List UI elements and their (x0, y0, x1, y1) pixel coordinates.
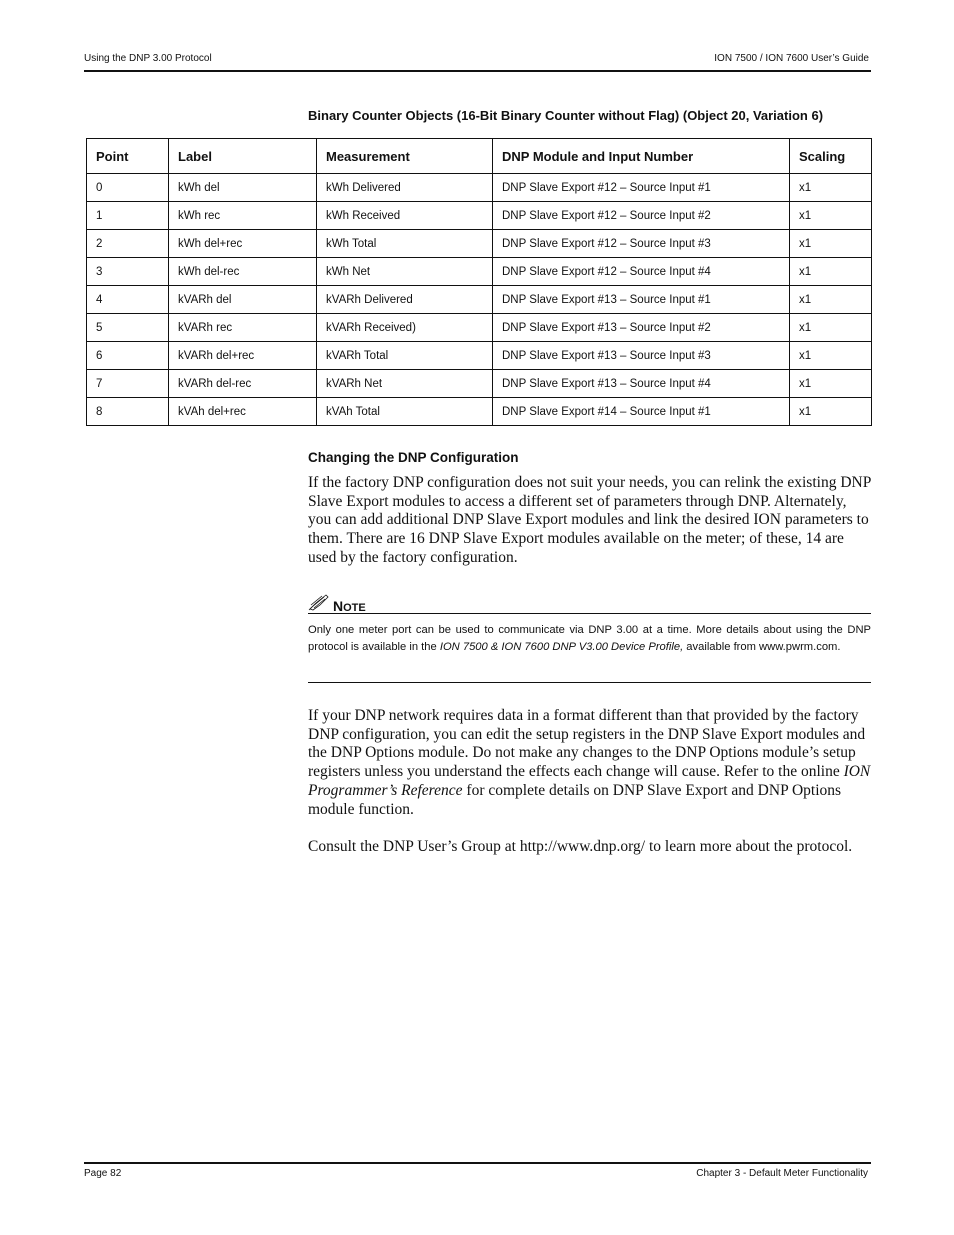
cell-dnp-module: DNP Slave Export #13 – Source Input #2 (493, 314, 790, 342)
cell-measurement: kWh Received (317, 202, 493, 230)
table-row (87, 202, 872, 230)
cell-label: kWh del (169, 174, 317, 202)
cell-scaling: x1 (790, 314, 872, 342)
cell-measurement: kVARh Total (317, 342, 493, 370)
cell-label: kVARh del-rec (169, 370, 317, 398)
note-text-reference: ION 7500 & ION 7600 DNP V3.00 Device Profile, (439, 641, 684, 653)
cell-label: kWh del+rec (169, 230, 317, 258)
cell-point: 0 (87, 174, 169, 202)
table-row (87, 370, 872, 398)
cell-dnp-module: DNP Slave Export #14 – Source Input #1 (493, 398, 790, 426)
cell-measurement: kVARh Received) (317, 314, 493, 342)
cell-measurement: kWh Net (317, 258, 493, 286)
note-bottom-rule (308, 682, 871, 683)
cell-dnp-module: DNP Slave Export #13 – Source Input #4 (493, 370, 790, 398)
table-row (87, 342, 872, 370)
chapter-title: Chapter 3 - Default Meter Functionality (696, 1168, 868, 1179)
cell-scaling: x1 (790, 342, 872, 370)
cell-point: 8 (87, 398, 169, 426)
cell-measurement: kVARh Delivered (317, 286, 493, 314)
paragraph-setup-end: for complete details on DNP Slave Export and DNP Options module function. (308, 781, 842, 818)
cell-scaling: x1 (790, 258, 872, 286)
cell-scaling: x1 (790, 370, 872, 398)
column-header-measurement: Measurement (317, 139, 493, 174)
column-header-dnp-module: DNP Module and Input Number (493, 139, 790, 174)
column-header-label: Label (169, 139, 317, 174)
note-label-initial: N (333, 598, 344, 614)
cell-label: kVARh del (169, 286, 317, 314)
cell-scaling: x1 (790, 286, 872, 314)
cell-dnp-module: DNP Slave Export #12 – Source Input #2 (493, 202, 790, 230)
cell-scaling: x1 (790, 230, 872, 258)
cell-label: kVARh del+rec (169, 342, 317, 370)
cell-dnp-module: DNP Slave Export #13 – Source Input #1 (493, 286, 790, 314)
binary-counter-table (86, 138, 872, 426)
note-top-rule (308, 613, 871, 614)
column-header-point: Point (87, 139, 169, 174)
cell-measurement: kVARh Net (317, 370, 493, 398)
section-title: Changing the DNP Configuration (308, 450, 519, 465)
page-number: Page 82 (84, 1168, 122, 1179)
paragraph-dnp-users-group: Consult the DNP User’s Group at http://www.dnp.org/ to learn more about the protocol. (308, 838, 853, 855)
note-text (308, 622, 871, 656)
table-row (87, 286, 872, 314)
cell-dnp-module: DNP Slave Export #12 – Source Input #1 (493, 174, 790, 202)
header-rule (84, 70, 871, 72)
table-row (87, 314, 872, 342)
cell-point: 5 (87, 314, 169, 342)
footer-rule (84, 1162, 871, 1164)
cell-label: kWh del-rec (169, 258, 317, 286)
table-row (87, 174, 872, 202)
cell-dnp-module: DNP Slave Export #12 – Source Input #3 (493, 230, 790, 258)
cell-measurement: kWh Delivered (317, 174, 493, 202)
paragraph-setup-start: If your DNP network requires data in a format different than that provided by the factory DNP configuration, you can edit the setup registers in the DNP Slave Export modules and the DNP Options module. Do not make any changes to the DNP Options module’s setup registers unless you understand the effects each change will cause. Refer to the online (308, 707, 866, 781)
cell-label: kVARh rec (169, 314, 317, 342)
cell-dnp-module: DNP Slave Export #12 – Source Input #4 (493, 258, 790, 286)
cell-scaling: x1 (790, 202, 872, 230)
note-text-end: available from www.pwrm.com. (683, 641, 841, 653)
column-header-scaling: Scaling (790, 139, 872, 174)
cell-point: 2 (87, 230, 169, 258)
table-row (87, 258, 872, 286)
paragraph-setup-reference: ION Programmer’s Reference (308, 763, 871, 799)
cell-point: 6 (87, 342, 169, 370)
table-header-row (87, 139, 872, 174)
note-text-start: Only one meter port can be used to communicate via DNP 3.00 at a time. More details about using the DNP protocol is available in the (308, 624, 871, 653)
cell-dnp-module: DNP Slave Export #13 – Source Input #3 (493, 342, 790, 370)
table-row (87, 398, 872, 426)
table-row (87, 230, 872, 258)
cell-point: 3 (87, 258, 169, 286)
page-header-right: ION 7500 / ION 7600 User’s Guide (714, 53, 869, 64)
cell-point: 1 (87, 202, 169, 230)
cell-measurement: kWh Total (317, 230, 493, 258)
cell-scaling: x1 (790, 398, 872, 426)
cell-point: 7 (87, 370, 169, 398)
note-label-rest: OTE (343, 602, 366, 614)
cell-measurement: kVAh Total (317, 398, 493, 426)
table-caption: Binary Counter Objects (16-Bit Binary Counter without Flag) (Object 20, Variation 6) (308, 108, 824, 123)
cell-label: kVAh del+rec (169, 398, 317, 426)
cell-label: kWh rec (169, 202, 317, 230)
cell-scaling: x1 (790, 174, 872, 202)
paragraph-configuration: If the factory DNP configuration does not suit your needs, you can relink the existing DNP Slave Export modules to access a different set of parameters through DNP. Alternately, you can add additional DNP Slave Export modules and link the desired ION parameters to them. There are 16 DNP Slave Export modules available on the meter; of these, 14 are used by the factory configuration. (308, 474, 871, 566)
paragraph-setup-registers (308, 707, 872, 819)
page-header-left: Using the DNP 3.00 Protocol (84, 53, 212, 64)
cell-point: 4 (87, 286, 169, 314)
